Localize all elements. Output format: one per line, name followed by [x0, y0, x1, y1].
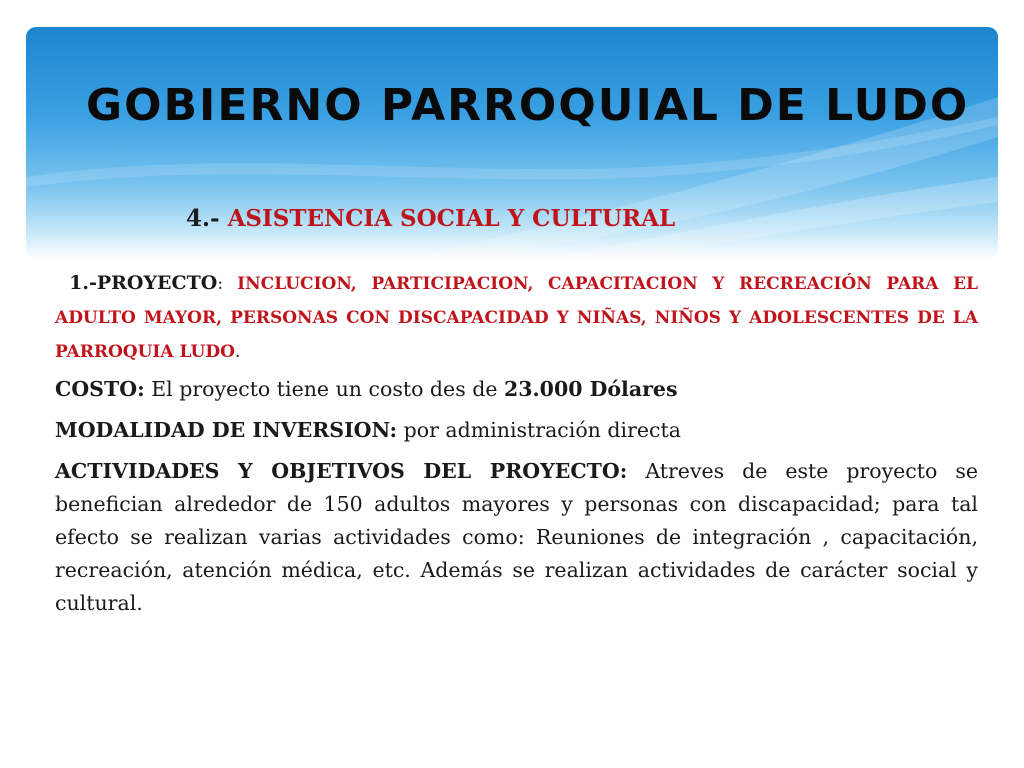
- project-separator: :: [217, 274, 224, 294]
- actividades-paragraph: [55, 455, 978, 620]
- section-heading: [186, 205, 675, 232]
- actividades-text: Atreves de este proyecto se benefician alrededor de 150 adultos mayores y personas con discapacidad; para tal efecto se realizan varias actividades como: Reuniones de integración , capacitación, recreación, atención médica, etc. Además se realizan actividades de carácter social y cultural.: [55, 459, 978, 615]
- costo-label: COSTO:: [55, 377, 145, 401]
- modalidad-label: MODALIDAD DE INVERSION:: [55, 418, 398, 442]
- costo-paragraph: [55, 373, 978, 406]
- costo-text: El proyecto tiene un costo des de: [151, 377, 498, 401]
- project-end: .: [234, 342, 241, 362]
- project-label: 1.-PROYECTO: [69, 272, 218, 294]
- section-number: 4.-: [186, 205, 220, 232]
- project-name: INCLUCION, PARTICIPACION, CAPACITACION Y RECREACIÓN PARA EL ADULTO MAYOR, PERSONAS CON DISCAPACIDAD Y NIÑAS, NIÑOS Y ADOLESCENTES DE LA PARROQUIA LUDO: [55, 274, 978, 362]
- actividades-label: ACTIVIDADES Y OBJETIVOS DEL PROYECTO:: [55, 459, 628, 483]
- modalidad-text: por administración directa: [403, 418, 681, 442]
- costo-amount: 23.000 Dólares: [504, 377, 678, 401]
- project-paragraph: [55, 266, 978, 369]
- page-title: GOBIERNO PARROQUIAL DE LUDO: [86, 80, 970, 131]
- content-body: [55, 266, 978, 620]
- modalidad-paragraph: [55, 414, 978, 447]
- section-name: ASISTENCIA SOCIAL Y CULTURAL: [227, 205, 676, 232]
